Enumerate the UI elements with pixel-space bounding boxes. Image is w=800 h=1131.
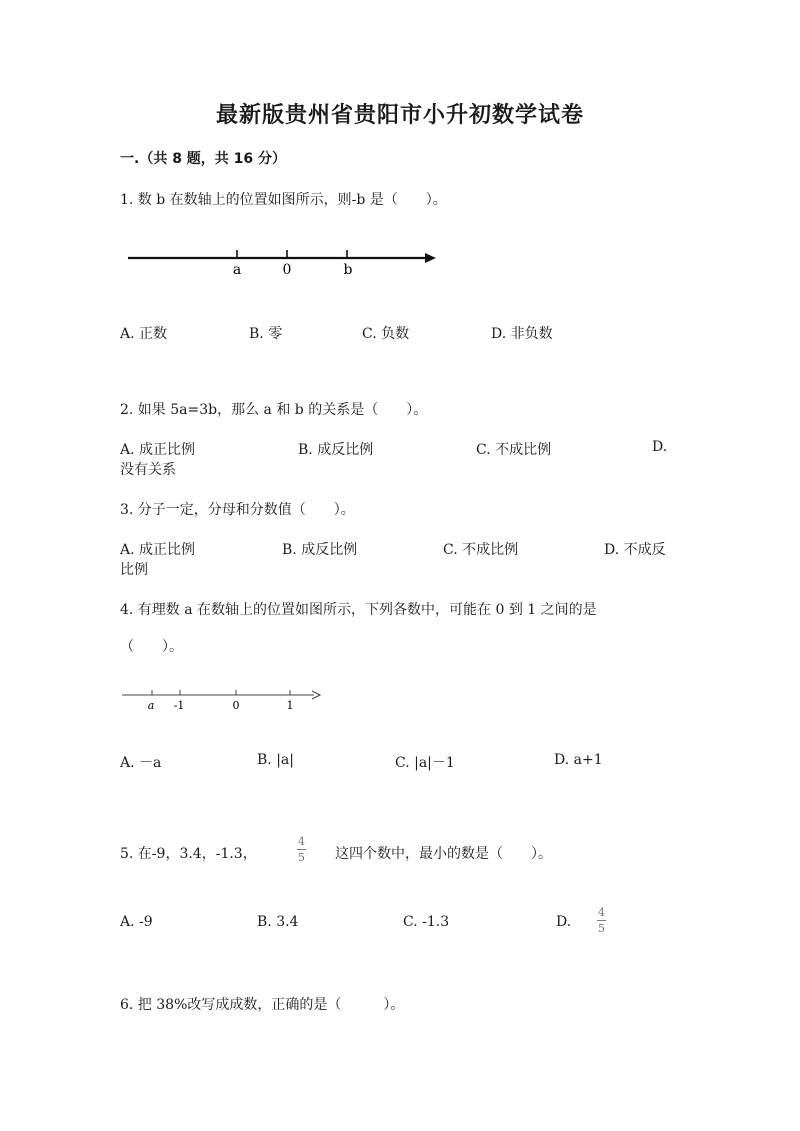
axis-label-neg1: -1 xyxy=(173,699,185,712)
axis-label-1: 1 xyxy=(286,699,294,712)
q2-option-b: B. 成反比例 xyxy=(298,442,374,458)
question-4-text: 4. 有理数 a 在数轴上的位置如图所示，下列各数中，可能在 0 到 1 之间的是 xyxy=(120,602,597,618)
q5-option-a: A. -9 xyxy=(120,914,153,930)
question-6-text: 6. 把 38%改写成成数，正确的是（ ）。 xyxy=(120,997,405,1013)
question-5-fraction xyxy=(297,836,306,863)
question-4-number-line xyxy=(120,685,330,717)
q5-option-b: B. 3.4 xyxy=(257,914,299,930)
q4-option-c: C. |a|－1 xyxy=(395,755,455,771)
q2-option-d-wrap: 没有关系 xyxy=(120,462,176,478)
section-heading: 一.（共 8 题，共 16 分） xyxy=(120,151,287,167)
question-5-text-before: 5. 在-9，3.4，-1.3， xyxy=(120,846,257,862)
q5-option-d: D. xyxy=(556,914,572,930)
q4-option-b: B. |a| xyxy=(257,752,294,768)
fraction-bar xyxy=(597,920,606,921)
page-title: 最新版贵州省贵阳市小升初数学试卷 xyxy=(215,103,584,128)
fraction-denominator: 5 xyxy=(298,851,305,864)
q3-option-d: D. 不成反 xyxy=(604,542,666,558)
fraction-bar xyxy=(297,849,306,850)
question-1-text: 1. 数 b 在数轴上的位置如图所示，则-b 是（ ）。 xyxy=(120,192,447,208)
axis-label-b: b xyxy=(343,262,353,278)
axis-label-0: 0 xyxy=(282,262,292,278)
question-4-text-line2: （ ）。 xyxy=(120,639,183,655)
q1-option-d: D. 非负数 xyxy=(491,326,553,342)
fraction-numerator: 4 xyxy=(598,906,605,919)
fraction-numerator: 4 xyxy=(298,835,305,848)
axis-label-a: a xyxy=(232,262,242,278)
q2-option-a: A. 成正比例 xyxy=(120,442,196,458)
fraction-denominator: 5 xyxy=(598,922,605,935)
axis-label-a: a xyxy=(147,699,155,712)
q1-option-c: C. 负数 xyxy=(362,326,410,342)
number-line-arrow xyxy=(425,253,436,263)
q3-option-a: A. 成正比例 xyxy=(120,542,196,558)
axis-label-0: 0 xyxy=(232,699,240,712)
q1-option-b: B. 零 xyxy=(249,326,283,342)
q4-option-a: A. －a xyxy=(120,755,162,771)
question-3-text: 3. 分子一定，分母和分数值（ ）。 xyxy=(120,502,355,518)
q2-option-d: D. xyxy=(652,439,668,455)
q1-option-a: A. 正数 xyxy=(120,326,168,342)
q2-option-c: C. 不成比例 xyxy=(476,442,552,458)
q5-option-c: C. -1.3 xyxy=(403,914,450,930)
q3-option-b: B. 成反比例 xyxy=(282,542,358,558)
question-1-number-line xyxy=(120,240,450,280)
question-2-text: 2. 如果 5a=3b，那么 a 和 b 的关系是（ ）。 xyxy=(120,402,428,418)
q4-option-d: D. a+1 xyxy=(554,752,603,768)
q3-option-c: C. 不成比例 xyxy=(443,542,519,558)
question-5-text-after: 这四个数中，最小的数是（ ）。 xyxy=(335,846,552,862)
q5-option-d-fraction xyxy=(597,907,606,934)
q3-option-d-wrap: 比例 xyxy=(120,562,148,578)
